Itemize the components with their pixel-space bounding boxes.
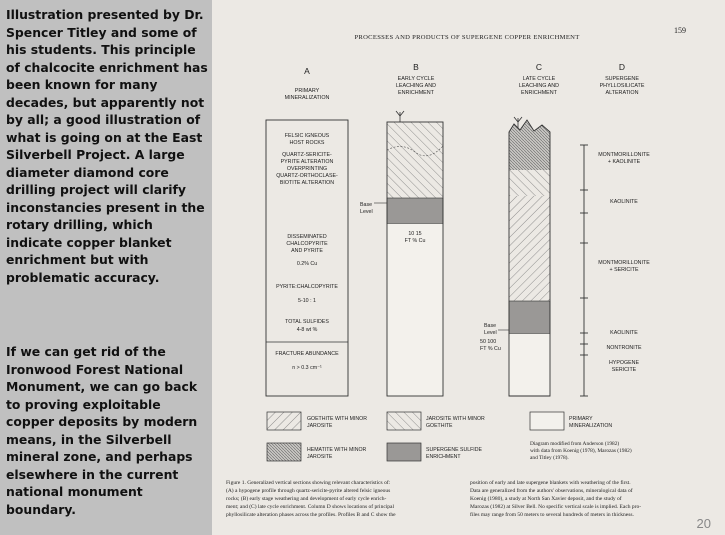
legend-goethite-2: JAROSITE bbox=[307, 423, 333, 429]
caption-left-1: Figure 1. Generalized vertical sections showing relevant characteristics of: bbox=[226, 480, 391, 486]
enrichment-b-2: FT % Cu bbox=[404, 238, 426, 244]
column-c-profile bbox=[509, 117, 550, 396]
caption-right-5: files may range from 50 meters to several hundreds of meters in thickness. bbox=[470, 512, 634, 518]
column-title-d-line3: ALTERATION bbox=[605, 90, 639, 96]
legend-supergene-swatch bbox=[387, 443, 421, 461]
column-c-leached-cap bbox=[509, 120, 550, 170]
legend-jarosite-1: JAROSITE WITH MINOR bbox=[426, 416, 485, 422]
column-letter-c: C bbox=[535, 62, 543, 72]
column-c-primary-zone bbox=[509, 334, 550, 396]
fracture-label: FRACTURE ABUNDANCE bbox=[275, 351, 339, 357]
fracture-value: n > 0.3 cm⁻¹ bbox=[292, 365, 322, 371]
column-b-hatched-cap bbox=[387, 122, 443, 198]
column-letter-a: A bbox=[304, 66, 310, 76]
legend-goethite-swatch bbox=[267, 412, 301, 430]
legend-hematite-swatch bbox=[267, 443, 301, 461]
column-title-a-line1: PRIMARY bbox=[294, 88, 320, 94]
column-d-profile bbox=[580, 145, 650, 396]
diagram-credit-3: and Titley (1978). bbox=[530, 455, 569, 461]
diagram-credit-1: Diagram modified from Anderson (1982) bbox=[530, 441, 620, 447]
caption-left-5: phyllosilicate alteration phases across the profiles. Profiles B and C show the bbox=[226, 512, 396, 518]
column-b-primary-zone bbox=[387, 224, 443, 396]
caption-left-4: ment; and (C) late cycle enrichment. Column D shows locations of principal bbox=[226, 504, 395, 510]
slide-number: 20 bbox=[696, 516, 711, 531]
caption-right-1: position of early and late supergene blankets with weathering of the first. bbox=[470, 480, 631, 486]
qsp-label-5: BIOTITE ALTERATION bbox=[279, 180, 335, 186]
column-c-enrichment-blanket bbox=[509, 301, 550, 334]
legend-supergene-1: SUPERGENE SULFIDE bbox=[426, 447, 482, 453]
column-a-text bbox=[275, 133, 339, 371]
supergene-enrichment-figure bbox=[212, 0, 725, 535]
sulfides-value: 4-8 wt % bbox=[296, 327, 318, 333]
base-level-c-1: Base bbox=[484, 323, 497, 329]
enrichment-b-1: 10 15 bbox=[408, 231, 422, 237]
legend-hematite-1: HEMATITE WITH MINOR bbox=[307, 447, 367, 453]
felsic-label-1: FELSIC IGNEOUS bbox=[284, 133, 330, 139]
column-title-c-line2: LEACHING AND bbox=[518, 83, 560, 89]
running-head: PROCESSES AND PRODUCTS OF SUPERGENE COPPER ENRICHMENT bbox=[354, 34, 580, 41]
caption-right-2: Data are generalized from the authors' observations, mineralogical data of bbox=[470, 488, 633, 494]
journal-page-scan bbox=[212, 0, 725, 535]
disseminated-label-3: AND PYRITE bbox=[291, 248, 323, 254]
grade-label: 0.2% Cu bbox=[296, 261, 318, 267]
ratio-label: PYRITE:CHALCOPYRITE bbox=[276, 284, 338, 290]
column-title-b-line2: LEACHING AND bbox=[395, 83, 437, 89]
column-c-goethite-zone bbox=[509, 196, 550, 301]
column-c-labels bbox=[480, 323, 509, 352]
qsp-label-3: OVERPRINTING bbox=[286, 166, 328, 172]
montmorillonite-kaolinite-1: MONTMORILLONITE bbox=[598, 152, 650, 158]
column-title-c-line1: LATE CYCLE bbox=[522, 76, 556, 82]
monument-paragraph: If we can get rid of the Ironwood Forest National Monument, we can go back to proving exploitable copper deposits by modern means, in the Silverbell mineral zone, and perhaps elsewhere in the current national monument boundary. bbox=[6, 344, 198, 517]
enrichment-c-2: FT % Cu bbox=[480, 346, 501, 352]
column-letter-d: D bbox=[618, 62, 626, 72]
column-letter-b: B bbox=[413, 62, 419, 72]
disseminated-label-2: CHALCOPYRITE bbox=[286, 241, 328, 247]
kaolinite-upper: KAOLINITE bbox=[610, 199, 638, 205]
column-c-jarosite-zone bbox=[509, 170, 550, 196]
column-title-d-line2: PHYLLOSILICATE bbox=[599, 83, 645, 89]
hypogene-sericite-1: HYPOGENE bbox=[608, 360, 640, 366]
column-title-b-line3: ENRICHMENT bbox=[398, 90, 434, 96]
column-title-b-line1: EARLY CYCLE bbox=[397, 76, 435, 82]
qsp-label-2: PYRITE ALTERATION bbox=[280, 159, 334, 165]
caption-right-3: Koenig (1980), a study at North San Xavier deposit, and the study of bbox=[470, 496, 622, 502]
legend bbox=[267, 412, 632, 461]
legend-goethite-1: GOETHITE WITH MINOR bbox=[307, 416, 367, 422]
legend-primary-2: MINERALIZATION bbox=[569, 423, 613, 429]
qsp-label-1: QUARTZ-SERICITE- bbox=[282, 152, 332, 158]
legend-jarosite-2: GOETHITE bbox=[426, 423, 453, 429]
tree-icon bbox=[396, 111, 404, 122]
caption-left-3: rocks; (B) early stage weathering and development of early cycle enrich- bbox=[226, 496, 387, 502]
legend-hematite-2: JAROSITE bbox=[307, 454, 333, 460]
base-level-b-2: Level bbox=[360, 209, 373, 215]
caption-left-2: (A) a hypogene profile through quartz-sericite-pyrite altered felsic igneous bbox=[226, 488, 391, 494]
column-title-d-line1: SUPERGENE bbox=[605, 76, 639, 82]
column-b-profile bbox=[387, 111, 443, 396]
montmorillonite-sericite-2: + SERICITE bbox=[609, 267, 639, 273]
base-level-b-1: Base bbox=[360, 202, 373, 208]
column-header-c bbox=[519, 62, 559, 96]
montmorillonite-sericite-1: MONTMORILLONITE bbox=[598, 260, 650, 266]
caption-right-4: Marozas (1982) at Silver Bell. No specific vertical scale is implied. Each pro- bbox=[470, 504, 642, 510]
qsp-label-4: QUARTZ-ORTHOCLASE- bbox=[276, 173, 338, 179]
legend-primary-swatch bbox=[530, 412, 564, 430]
felsic-label-2: HOST ROCKS bbox=[289, 140, 325, 146]
disseminated-label-1: DISSEMINATED bbox=[287, 234, 327, 240]
column-header-d bbox=[600, 62, 645, 96]
enrichment-c-1: 50 100 bbox=[480, 339, 497, 345]
hypogene-sericite-2: SERICITE bbox=[611, 367, 637, 373]
sulfides-label: TOTAL SULFIDES bbox=[285, 319, 329, 325]
column-header-b bbox=[396, 62, 436, 96]
legend-jarosite-swatch bbox=[387, 412, 421, 430]
column-b-enrichment-blanket bbox=[387, 198, 443, 224]
legend-primary-1: PRIMARY bbox=[569, 416, 593, 422]
base-level-c-2: Level bbox=[484, 330, 497, 336]
page-number: 159 bbox=[674, 26, 686, 35]
legend-supergene-2: ENRICHMENT bbox=[426, 454, 461, 460]
diagram-credit-2: with data from Koenig (1978), Marozas (1982) bbox=[530, 448, 632, 454]
figure-caption bbox=[226, 479, 641, 518]
ratio-value: 5-10 : 1 bbox=[298, 298, 316, 304]
kaolinite-lower: KAOLINITE bbox=[610, 330, 638, 336]
column-title-c-line3: ENRICHMENT bbox=[521, 90, 557, 96]
column-title-a-line2: MINERALIZATION bbox=[284, 95, 330, 101]
montmorillonite-kaolinite-2: + KAOLINITE bbox=[607, 159, 641, 165]
intro-paragraph: Illustration presented by Dr. Spencer Titley and some of his students. This principle of chalcocite enrichment has been known for many decades, but apparently not by all; a good illustration of what is going on at the East Silverbell Project. A large diameter diamond core drilling project will clarify inconstancies present in the rotary drilling, which indicate copper blanket enrichment but with problematic accuracy. bbox=[6, 7, 208, 285]
slide-text-panel bbox=[0, 0, 212, 535]
nontronite: NONTRONITE bbox=[606, 345, 642, 351]
column-header-a bbox=[285, 66, 330, 101]
